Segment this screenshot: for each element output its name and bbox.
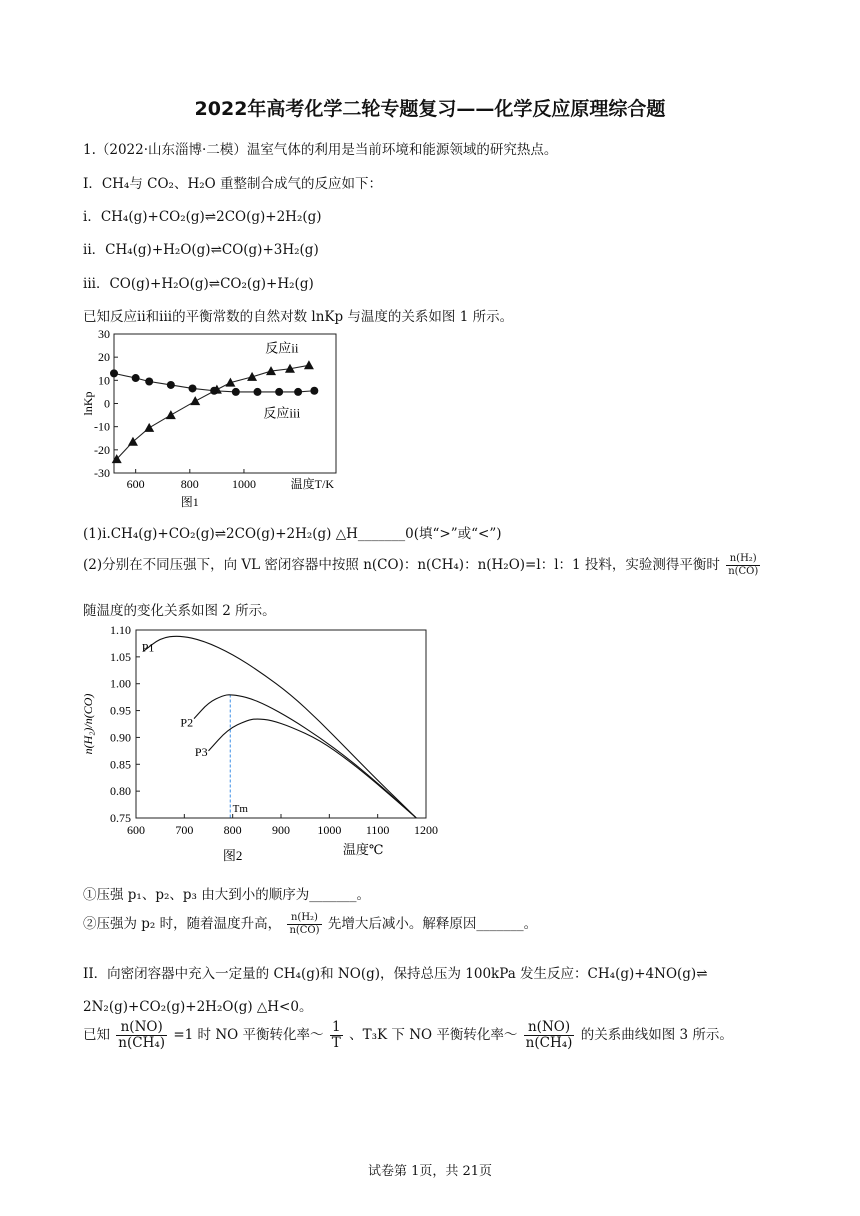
ratio-fraction-2 — [287, 912, 321, 937]
no-numerator: n(NO) — [116, 1020, 167, 1036]
figure-1-caption: 图1 — [180, 495, 199, 509]
y-tick-label: 0.85 — [110, 757, 131, 772]
question-intro: 1.（2022·山东淄博·二模）温室气体的利用是当前环境和能源领域的研究热点。 — [83, 142, 558, 158]
inverse-t-fraction — [330, 1020, 343, 1051]
y-tick-label: 0.80 — [110, 784, 131, 799]
x-tick-label: 600 — [127, 823, 145, 837]
y-tick-label: 1.05 — [110, 649, 131, 664]
circle-marker — [167, 381, 175, 389]
y-axis-label: n(H₂)/n(CO) — [81, 693, 95, 755]
known2-middle-2: 、T₃K 下 NO 平衡转化率～ — [349, 1027, 518, 1043]
series-curve — [194, 695, 416, 818]
x-tick-label: 600 — [126, 477, 145, 491]
figure-2-caption: 图2 — [222, 848, 243, 863]
plot-frame — [114, 334, 336, 473]
y-axis-label: lnKp — [81, 391, 95, 416]
circle-marker — [294, 388, 302, 396]
y-tick-label: 0.95 — [110, 703, 131, 718]
question-b-text: ②压强为 p₂ 时，随着温度升高， — [83, 916, 282, 932]
x-tick-label: 1000 — [317, 823, 342, 837]
reaction-iii: iii．CO(g)+H₂O(g)⇌CO₂(g)+H₂(g) — [83, 276, 314, 292]
series-label: P3 — [194, 745, 208, 760]
circle-marker — [275, 388, 283, 396]
question-b-text-2: 先增大后减小。解释原因_______。 — [327, 916, 538, 932]
x-tick-label: 1000 — [231, 477, 256, 491]
figure-2-chart — [78, 620, 458, 870]
y-tick-label: 30 — [98, 327, 110, 341]
y-tick-label: 1.10 — [110, 623, 131, 637]
x-tick-label: 1100 — [365, 823, 390, 837]
y-tick-label: 0 — [104, 396, 110, 411]
circle-marker — [189, 384, 197, 392]
no-ch4-fraction — [116, 1020, 167, 1051]
known2-middle: =1 时 NO 平衡转化率～ — [173, 1027, 324, 1043]
sub-question-2-text: (2)分别在不同压强下，向 VL 密闭容器中按照 n(CO)：n(CH₄)：n(H₂O)=l：l：1 投料，实验测得平衡时 — [83, 557, 720, 573]
series-label: 反应ii — [265, 340, 299, 356]
y-tick-label: -10 — [94, 419, 110, 434]
series-label: 反应iii — [263, 405, 301, 421]
part1-heading: I．CH₄与 CO₂、H₂O 重整制合成气的反应如下： — [83, 176, 382, 192]
x-axis-label: 温度℃ — [342, 842, 384, 857]
fraction-numerator-2: n(H₂) — [287, 912, 321, 925]
x-tick-label: 800 — [223, 823, 242, 837]
y-tick-label: 0.90 — [110, 730, 131, 745]
tm-label: Tm — [232, 803, 248, 815]
x-axis-label: 温度T/K — [290, 477, 334, 491]
circle-marker — [210, 387, 218, 395]
triangle-marker — [190, 396, 200, 405]
x-tick-label: 700 — [175, 823, 194, 837]
reaction-i: i．CH₄(g)+CO₂(g)⇌2CO(g)+2H₂(g) — [83, 209, 322, 225]
fraction-denominator: n(CO) — [728, 566, 759, 577]
circle-marker — [110, 369, 118, 377]
figure-1-chart — [78, 326, 348, 516]
triangle-marker — [304, 360, 314, 369]
ch4-denominator: n(CH₄) — [118, 1035, 166, 1051]
sub-question-2 — [83, 553, 762, 578]
y-tick-label: -20 — [94, 442, 110, 457]
known2-suffix: 的关系曲线如图 3 所示。 — [580, 1027, 733, 1043]
no-ch4-fraction-2 — [524, 1020, 575, 1051]
sub-question-1: (1)i.CH₄(g)+CO₂(g)⇌2CO(g)+2H₂(g) △H_______0(填“>”或“<”) — [83, 526, 502, 542]
one-numerator: 1 — [330, 1020, 343, 1036]
x-tick-label: 800 — [180, 477, 199, 491]
y-tick-label: 20 — [98, 350, 110, 365]
question-b — [83, 912, 537, 937]
y-tick-label: 1.00 — [110, 676, 131, 691]
known-statement-1: 已知反应ii和iii的平衡常数的自然对数 lnKp 与温度的关系如图 1 所示。 — [83, 309, 514, 325]
page-footer: 试卷第 1页，共 21页 — [367, 1164, 493, 1179]
series-label: P1 — [141, 640, 155, 655]
part2-line-2: 2N₂(g)+CO₂(g)+2H₂O(g) △H<0。 — [83, 999, 313, 1015]
fraction-denominator-2: n(CO) — [289, 925, 320, 936]
circle-marker — [232, 388, 240, 396]
fraction-numerator: n(H₂) — [726, 553, 760, 566]
y-tick-label: 10 — [98, 373, 110, 388]
y-tick-label: -30 — [94, 466, 110, 480]
ratio-fraction — [726, 553, 760, 578]
x-tick-label: 900 — [272, 823, 290, 837]
known-statement-2 — [83, 1020, 733, 1051]
series-label: P2 — [180, 715, 194, 730]
circle-marker — [310, 387, 318, 395]
triangle-marker — [144, 423, 154, 432]
triangle-marker — [166, 410, 176, 419]
known2-prefix: 已知 — [83, 1027, 110, 1043]
circle-marker — [132, 374, 140, 382]
reaction-ii: ii．CH₄(g)+H₂O(g)⇌CO(g)+3H₂(g) — [83, 242, 319, 258]
ch4-denominator-2: n(CH₄) — [525, 1035, 573, 1051]
no-numerator-2: n(NO) — [524, 1020, 575, 1036]
circle-marker — [253, 388, 261, 396]
question-a: ①压强 p₁、p₂、p₃ 由大到小的顺序为_______。 — [83, 887, 370, 903]
t-denominator: T — [331, 1035, 341, 1051]
y-tick-label: 0.75 — [110, 811, 131, 825]
x-tick-label: 1200 — [414, 823, 438, 837]
circle-marker — [145, 377, 153, 385]
page-title: 2022年高考化学二轮专题复习——化学反应原理综合题 — [194, 98, 666, 120]
sub-question-2-cont: 随温度的变化关系如图 2 所示。 — [83, 603, 276, 619]
part2-line-1: II．向密闭容器中充入一定量的 CH₄(g)和 NO(g)，保持总压为 100kPa 发生反应：CH₄(g)+4NO(g)⇌ — [83, 966, 708, 982]
